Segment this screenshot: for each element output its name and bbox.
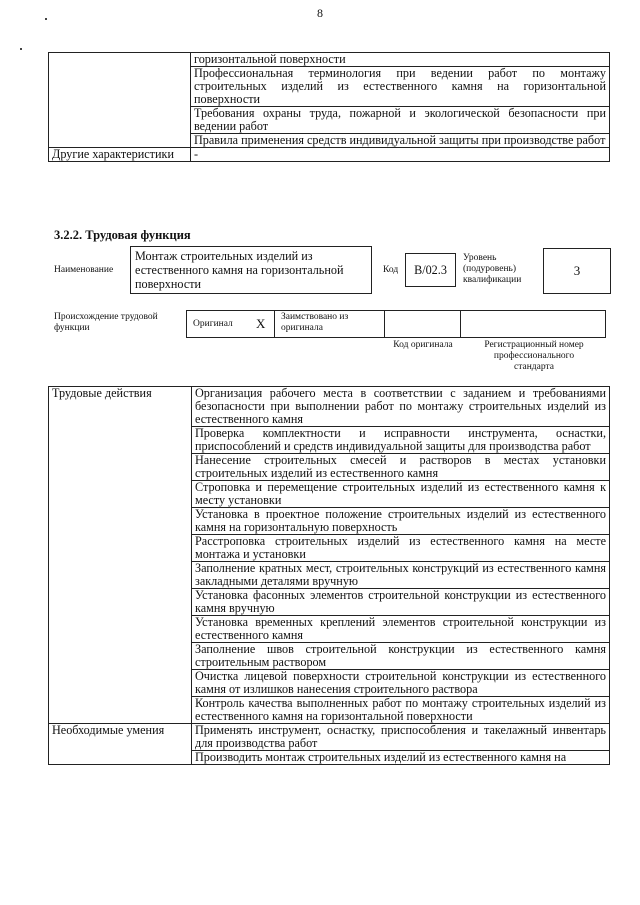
labor-action: Заполнение швов строительной конструкции из естественного камня строительным раствором — [192, 643, 610, 670]
name-label: Наименование — [54, 265, 114, 275]
origin-label: Происхождение трудовой функции — [54, 312, 158, 333]
labor-action: Заполнение кратных мест, строительных конструкций из естественного камня закладными деталями вручную — [192, 562, 610, 589]
code-original-label: Код оригинала — [393, 340, 453, 350]
table-cell: Правила применения средств индивидуальной защиты при производстве работ — [191, 134, 610, 148]
level-label: Уровень (подуровень) квалификации — [463, 253, 522, 285]
labor-action: Установка в проектное положение строительных изделий из естественного камня на горизонтальную поверхность — [192, 508, 610, 535]
table-cell: горизонтальной поверхности — [191, 53, 610, 67]
labor-action: Расстроповка строительных изделий из естественного камня на месте монтажа и установки — [192, 535, 610, 562]
reg-number-label: Регистрационный номер профессионального стандарта — [484, 340, 584, 372]
skills-label: Необходимые умения — [49, 724, 192, 765]
labor-actions-label: Трудовые действия — [49, 387, 192, 724]
table-cell-left — [49, 53, 191, 148]
labor-action: Организация рабочего места в соответствии с заданием и требованиями безопасности при выполнении работ по монтажу строительных изделий из естественного камня — [192, 387, 610, 427]
page-number: 8 — [317, 6, 323, 20]
labor-action: Установка фасонных элементов строительной конструкции из естественного камня вручную — [192, 589, 610, 616]
labor-action: Строповка и перемещение строительных изделий из естественного камня к месту установки — [192, 481, 610, 508]
labor-action: Контроль качества выполненных работ по монтажу строительных изделий из естественного камня на горизонтальной поверхности — [192, 697, 610, 724]
skill-item: Производить монтаж строительных изделий из естественного камня на — [192, 751, 610, 765]
skill-item: Применять инструмент, оснастку, приспособления и такелажный инвентарь для производства работ — [192, 724, 610, 751]
original-mark: X — [256, 316, 266, 331]
origin-divider — [384, 310, 385, 338]
labor-function-table — [48, 386, 610, 765]
labor-action: Проверка комплектности и исправности инструмента, оснастки, приспособлений и средств индивидуальной защиты для производства работ — [192, 427, 610, 454]
scan-speck — [45, 18, 47, 20]
table-cell: Требования охраны труда, пожарной и экологической безопасности при ведении работ — [191, 107, 610, 134]
origin-divider — [274, 310, 275, 338]
function-name-box: Монтаж строительных изделий из естественного камня на горизонтальной поверхности — [130, 246, 372, 294]
table-cell: - — [191, 148, 610, 162]
table-row — [49, 724, 610, 751]
section-heading: 3.2.2. Трудовая функция — [54, 228, 191, 242]
origin-divider — [460, 310, 461, 338]
code-label: Код — [383, 265, 399, 275]
other-characteristics-label: Другие характеристики — [49, 148, 191, 162]
origin-row-box — [186, 310, 606, 338]
table-cell: Профессиональная терминология при ведении работ по монтажу строительных изделий из естественного камня на горизонтальной поверхности — [191, 67, 610, 107]
labor-action: Установка временных креплений элементов строительной конструкции из естественного камня — [192, 616, 610, 643]
labor-action: Очистка лицевой поверхности строительной конструкции из естественного камня от излишков нанесения строительного раствора — [192, 670, 610, 697]
table-row — [49, 53, 610, 67]
scan-speck — [20, 48, 22, 50]
requirements-table-continued — [48, 52, 610, 162]
table-row — [49, 387, 610, 427]
labor-action: Нанесение строительных смесей и растворов в местах установки строительных изделий из естественного камня — [192, 454, 610, 481]
table-row — [49, 148, 610, 162]
original-label: Оригинал — [193, 319, 233, 329]
qualification-level-box: 3 — [543, 248, 611, 294]
function-code-box: B/02.3 — [405, 253, 456, 287]
borrowed-label: Заимствовано из оригинала — [281, 312, 349, 333]
